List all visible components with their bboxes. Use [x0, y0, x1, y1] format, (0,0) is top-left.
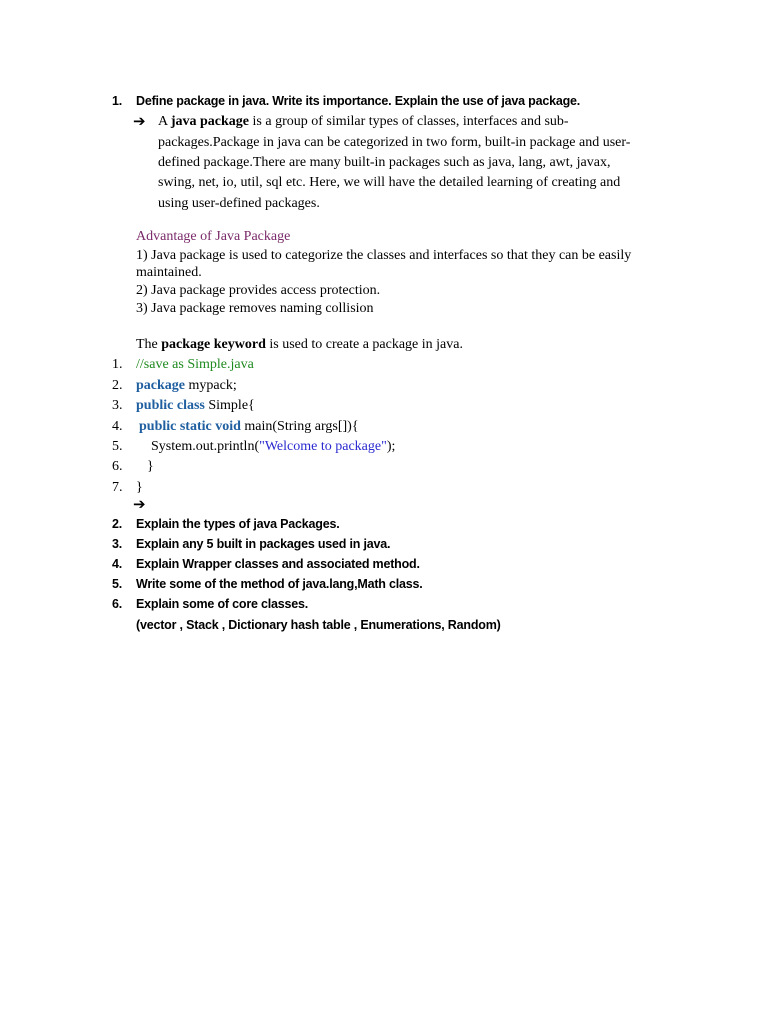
code-text: System.out.println( [151, 439, 260, 454]
intro-term: java package [170, 114, 250, 129]
code-line-number: 1. [112, 357, 123, 372]
code-line-number: 7. [112, 480, 123, 495]
keyword-line [136, 337, 463, 353]
code-keyword: public static void [139, 419, 241, 434]
code-line-number: 2. [112, 378, 123, 393]
question-number: 2. [112, 517, 123, 531]
intro-line-4: swing, net, io, util, sql etc. Here, we will have the detailed learning of creating and [158, 175, 621, 190]
code-line-6: } [147, 459, 154, 474]
core-classes-list: (vector , Stack , Dictionary hash table , Enumerations, Random) [136, 618, 501, 632]
question-number: 3. [112, 537, 123, 551]
code-keyword: public class [136, 398, 205, 413]
question-number: 4. [112, 557, 123, 571]
intro-line-3: defined package.There are many built-in packages such as java, lang, awt, javax, [158, 155, 611, 170]
code-line-number: 4. [112, 419, 123, 434]
code-string: "Welcome to package" [259, 439, 387, 454]
question-number: 6. [112, 597, 123, 611]
question-number: 5. [112, 577, 123, 591]
question-number: 1. [112, 94, 123, 108]
code-line-number: 6. [112, 459, 123, 474]
keyword-the: The [136, 337, 162, 352]
code-text: ); [386, 439, 396, 454]
question-6-text: Explain some of core classes. [136, 597, 309, 611]
question-5-text: Write some of the method of java.lang,Math class. [136, 577, 423, 591]
question-4-text: Explain Wrapper classes and associated method. [136, 557, 420, 571]
code-keyword: package [136, 378, 185, 393]
arrow-bullet-icon: ➔ [133, 112, 146, 130]
advantage-3: 3) Java package removes naming collision [136, 301, 374, 316]
code-line-2 [136, 378, 237, 394]
intro-line-5: using user-defined packages. [158, 196, 320, 211]
advantage-heading: Advantage of Java Package [136, 229, 291, 244]
advantage-1a: 1) Java package is used to categorize the classes and interfaces so that they can be easily [136, 248, 632, 263]
intro-a: A [158, 114, 171, 129]
code-line-7: } [136, 480, 143, 495]
code-text: main(String args[]){ [240, 419, 359, 434]
advantage-2: 2) Java package provides access protection. [136, 283, 381, 298]
keyword-rest: is used to create a package in java. [265, 337, 463, 352]
intro-line-1 [158, 114, 569, 130]
intro-line-2: packages.Package in java can be categorized in two form, built-in package and user- [158, 135, 631, 150]
question-1 [112, 94, 122, 108]
question-3-text: Explain any 5 built in packages used in java. [136, 537, 391, 551]
code-line-1: //save as Simple.java [136, 357, 254, 372]
code-line-3 [136, 398, 255, 414]
code-line-4 [139, 419, 359, 435]
question-1-text: Define package in java. Write its importance. Explain the use of java package. [136, 94, 581, 108]
arrow-bullet-icon: ➔ [133, 495, 146, 513]
code-line-5 [151, 439, 395, 455]
question-2-text: Explain the types of java Packages. [136, 517, 340, 531]
intro-rest: is a group of similar types of classes, interfaces and sub- [249, 114, 569, 129]
keyword-term: package keyword [161, 337, 266, 352]
advantage-1b: maintained. [136, 265, 202, 280]
code-line-number: 5. [112, 439, 123, 454]
code-line-number: 3. [112, 398, 123, 413]
code-text: mypack; [185, 378, 237, 393]
code-text: Simple{ [204, 398, 255, 413]
